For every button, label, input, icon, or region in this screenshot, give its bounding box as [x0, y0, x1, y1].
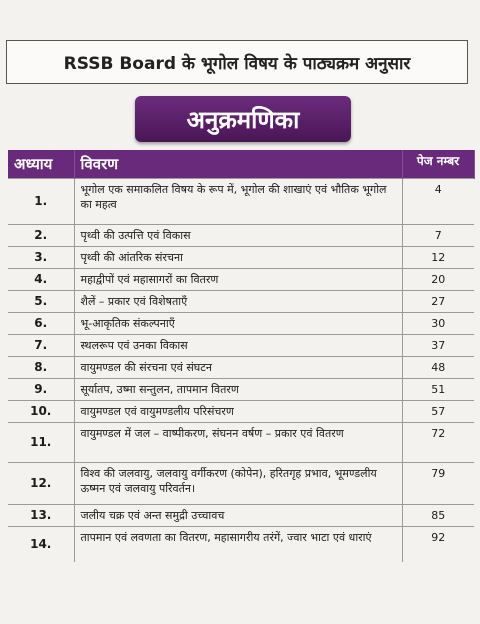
table-row: [8, 312, 474, 334]
chapter-number: 13.: [8, 504, 74, 526]
page-number: 72: [402, 422, 474, 462]
table-row: [8, 462, 474, 504]
index-banner: [135, 96, 351, 142]
table-row: [8, 422, 474, 462]
table-row: [8, 526, 474, 562]
page-number: 4: [402, 178, 474, 224]
chapter-number: 14.: [8, 526, 74, 562]
page-number: 51: [402, 378, 474, 400]
table-row: [8, 378, 474, 400]
chapter-title: वायुमण्डल की संरचना एवं संघटन: [74, 356, 402, 378]
syllabus-header-title: RSSB Board के भूगोल विषय के पाठ्यक्रम अनुसार: [63, 53, 411, 74]
page-number: 20: [402, 268, 474, 290]
chapter-number: 9.: [8, 378, 74, 400]
chapter-number: 1.: [8, 178, 74, 224]
contents-table: [8, 150, 475, 562]
description-column-header: विवरण: [74, 150, 402, 178]
chapter-title: भूगोल एक समाकलित विषय के रूप में, भूगोल की शाखाएं एवं भौतिक भूगोल का महत्व: [74, 178, 402, 224]
chapter-title: शैलें – प्रकार एवं विशेषताएँ: [74, 290, 402, 312]
chapter-number: 7.: [8, 334, 74, 356]
chapter-number: 4.: [8, 268, 74, 290]
page-number: 79: [402, 462, 474, 504]
chapter-number: 12.: [8, 462, 74, 504]
index-title: अनुक्रमणिका: [186, 105, 300, 134]
table-row: [8, 246, 474, 268]
chapter-number: 3.: [8, 246, 74, 268]
page-number: 7: [402, 224, 474, 246]
page-number: 48: [402, 356, 474, 378]
table-row: [8, 268, 474, 290]
chapter-title: महाद्वीपों एवं महासागरों का वितरण: [74, 268, 402, 290]
page-number: 85: [402, 504, 474, 526]
page-number: 37: [402, 334, 474, 356]
chapter-title: जलीय चक्र एवं अन्त समुद्री उच्चावच: [74, 504, 402, 526]
page-number: 27: [402, 290, 474, 312]
table-row: [8, 334, 474, 356]
table-header-row: [8, 150, 474, 178]
chapter-title: वायुमण्डल एवं वायुमण्डलीय परिसंचरण: [74, 400, 402, 422]
chapter-title: स्थलरूप एवं उनका विकास: [74, 334, 402, 356]
syllabus-header-box: [6, 40, 468, 84]
chapter-title: पृथ्वी की उत्पत्ति एवं विकास: [74, 224, 402, 246]
table-row: [8, 290, 474, 312]
chapter-column-header: अध्याय: [8, 150, 74, 178]
chapter-title: विश्व की जलवायु, जलवायु वर्गीकरण (कोपेन), हरितगृह प्रभाव, भूमण्डलीय ऊष्मन एवं जलवायु परिवर्तन।: [74, 462, 402, 504]
table-row: [8, 224, 474, 246]
chapter-title: वायुमण्डल में जल – वाष्पीकरण, संघनन वर्षण – प्रकार एवं वितरण: [74, 422, 402, 462]
page-number: 92: [402, 526, 474, 562]
table-row: [8, 178, 474, 224]
chapter-title: तापमान एवं लवणता का वितरण, महासागरीय तरंगें, ज्वार भाटा एवं धाराएं: [74, 526, 402, 562]
page-number: 30: [402, 312, 474, 334]
chapter-title: सूर्यातप, उष्मा सन्तुलन, तापमान वितरण: [74, 378, 402, 400]
chapter-number: 8.: [8, 356, 74, 378]
table-row: [8, 400, 474, 422]
table-row: [8, 504, 474, 526]
chapter-number: 10.: [8, 400, 74, 422]
chapter-number: 11.: [8, 422, 74, 462]
chapter-number: 2.: [8, 224, 74, 246]
page-column-header: पेज नम्बर: [402, 150, 474, 178]
chapter-number: 5.: [8, 290, 74, 312]
chapter-number: 6.: [8, 312, 74, 334]
chapter-title: भू-आकृतिक संकल्पनाएँ: [74, 312, 402, 334]
chapter-title: पृथ्वी की आंतरिक संरचना: [74, 246, 402, 268]
page-number: 12: [402, 246, 474, 268]
table-row: [8, 356, 474, 378]
page-number: 57: [402, 400, 474, 422]
